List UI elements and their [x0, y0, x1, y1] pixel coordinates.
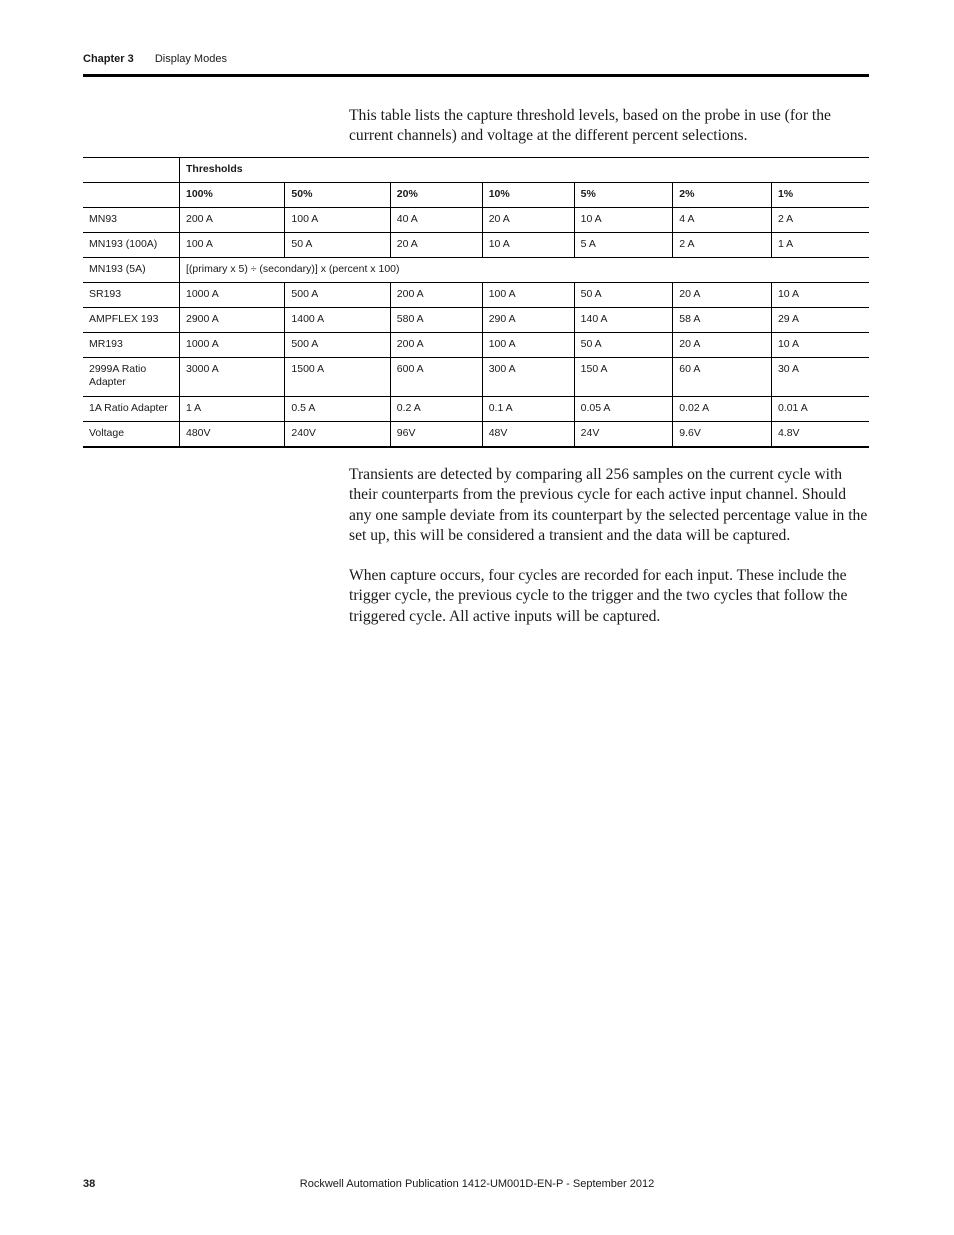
- table-cell: 480V: [180, 422, 285, 447]
- section-title: Display Modes: [154, 53, 227, 65]
- row-label: MN193 (5A): [83, 258, 180, 283]
- table-cell: 2 A: [771, 208, 869, 233]
- table-cell: 500 A: [285, 283, 390, 308]
- table-row: [83, 422, 869, 447]
- table-row: [83, 397, 869, 422]
- table-cell: 10 A: [574, 208, 673, 233]
- table-cell: 30 A: [771, 358, 869, 397]
- table-cell: 500 A: [285, 333, 390, 358]
- row-label: 2999A Ratio Adapter: [83, 358, 180, 397]
- header-rule: [83, 74, 869, 77]
- table-cell: 10 A: [771, 283, 869, 308]
- table-cell: 24V: [574, 422, 673, 447]
- table-row: [83, 283, 869, 308]
- table-cell: 200 A: [180, 208, 285, 233]
- column-header: 50%: [285, 183, 390, 208]
- row-label: Voltage: [83, 422, 180, 447]
- table-cell: 200 A: [390, 283, 482, 308]
- thresholds-header: Thresholds: [180, 158, 870, 183]
- capture-paragraph: When capture occurs, four cycles are recorded for each input. These include the trigger cycle, the previous cycle to the trigger and the two cycles that follow the triggered cycle. All active inputs will be captured.: [349, 567, 848, 625]
- column-header: 20%: [390, 183, 482, 208]
- table-cell: 100 A: [482, 283, 574, 308]
- table-cell: 60 A: [673, 358, 772, 397]
- column-header-row: [83, 183, 869, 208]
- table-cell: 0.02 A: [673, 397, 772, 422]
- intro-paragraph: This table lists the capture threshold levels, based on the probe in use (for the current channels) and voltage at the different percent selections.: [349, 107, 831, 145]
- table-cell: 0.01 A: [771, 397, 869, 422]
- table-cell: 20 A: [673, 283, 772, 308]
- table-row: [83, 208, 869, 233]
- table-cell: 100 A: [285, 208, 390, 233]
- group-header-row: [83, 158, 869, 183]
- page-number: 38: [83, 1178, 96, 1190]
- row-label: MN93: [83, 208, 180, 233]
- row-label: 1A Ratio Adapter: [83, 397, 180, 422]
- table-cell: 1 A: [180, 397, 285, 422]
- table-cell: 2900 A: [180, 308, 285, 333]
- table-cell: 100 A: [180, 233, 285, 258]
- table-cell: 0.5 A: [285, 397, 390, 422]
- table-row: [83, 308, 869, 333]
- row-label: AMPFLEX 193: [83, 308, 180, 333]
- table-row: [83, 333, 869, 358]
- table-body: [83, 208, 869, 447]
- column-header: 100%: [180, 183, 285, 208]
- table-cell: 50 A: [574, 333, 673, 358]
- corner-cell: [83, 183, 180, 208]
- table-row: [83, 233, 869, 258]
- table-cell: 200 A: [390, 333, 482, 358]
- table-cell: 290 A: [482, 308, 574, 333]
- table-cell: 29 A: [771, 308, 869, 333]
- page-header: [83, 53, 227, 65]
- threshold-table: [83, 157, 869, 448]
- column-header: 5%: [574, 183, 673, 208]
- chapter-label: Chapter 3: [83, 53, 134, 65]
- table-cell: 20 A: [390, 233, 482, 258]
- table-cell: 40 A: [390, 208, 482, 233]
- table-cell: 0.2 A: [390, 397, 482, 422]
- table-cell: 20 A: [673, 333, 772, 358]
- column-header: 10%: [482, 183, 574, 208]
- table-cell: 1 A: [771, 233, 869, 258]
- table-cell: 58 A: [673, 308, 772, 333]
- transients-paragraph: Transients are detected by comparing all 256 samples on the current cycle with their counterparts from the previous cycle for each active input channel. Should any one sample deviate from its counterpart by the selected percentage value in the set up, this will be considered a transient and the data will be captured.: [349, 466, 868, 544]
- table-cell: 5 A: [574, 233, 673, 258]
- table-row: [83, 258, 869, 283]
- table-cell: 140 A: [574, 308, 673, 333]
- table-cell: 0.05 A: [574, 397, 673, 422]
- table-cell: 20 A: [482, 208, 574, 233]
- row-label: MR193: [83, 333, 180, 358]
- column-header: 2%: [673, 183, 772, 208]
- table-cell: 9.6V: [673, 422, 772, 447]
- table-cell: 580 A: [390, 308, 482, 333]
- footer-publication: Rockwell Automation Publication 1412-UM001D-EN-P - September 2012: [299, 1178, 655, 1190]
- table-cell: 50 A: [285, 233, 390, 258]
- table-cell: 10 A: [482, 233, 574, 258]
- formula-cell: [(primary x 5) ÷ (secondary)] x (percent x 100): [180, 258, 870, 283]
- table-cell: 4 A: [673, 208, 772, 233]
- table-cell: 1000 A: [180, 283, 285, 308]
- corner-cell: [83, 158, 180, 183]
- table-cell: 600 A: [390, 358, 482, 397]
- table-cell: 3000 A: [180, 358, 285, 397]
- table-row: [83, 358, 869, 397]
- table-cell: 1000 A: [180, 333, 285, 358]
- table-cell: 150 A: [574, 358, 673, 397]
- table-cell: 10 A: [771, 333, 869, 358]
- table-cell: 96V: [390, 422, 482, 447]
- table-cell: 48V: [482, 422, 574, 447]
- table-cell: 240V: [285, 422, 390, 447]
- row-label: SR193: [83, 283, 180, 308]
- column-header: 1%: [771, 183, 869, 208]
- table-cell: 100 A: [482, 333, 574, 358]
- table-cell: 0.1 A: [482, 397, 574, 422]
- table-cell: 1500 A: [285, 358, 390, 397]
- row-label: MN193 (100A): [83, 233, 180, 258]
- table-cell: 1400 A: [285, 308, 390, 333]
- table-cell: 300 A: [482, 358, 574, 397]
- table-cell: 4.8V: [771, 422, 869, 447]
- table-cell: 2 A: [673, 233, 772, 258]
- table-cell: 50 A: [574, 283, 673, 308]
